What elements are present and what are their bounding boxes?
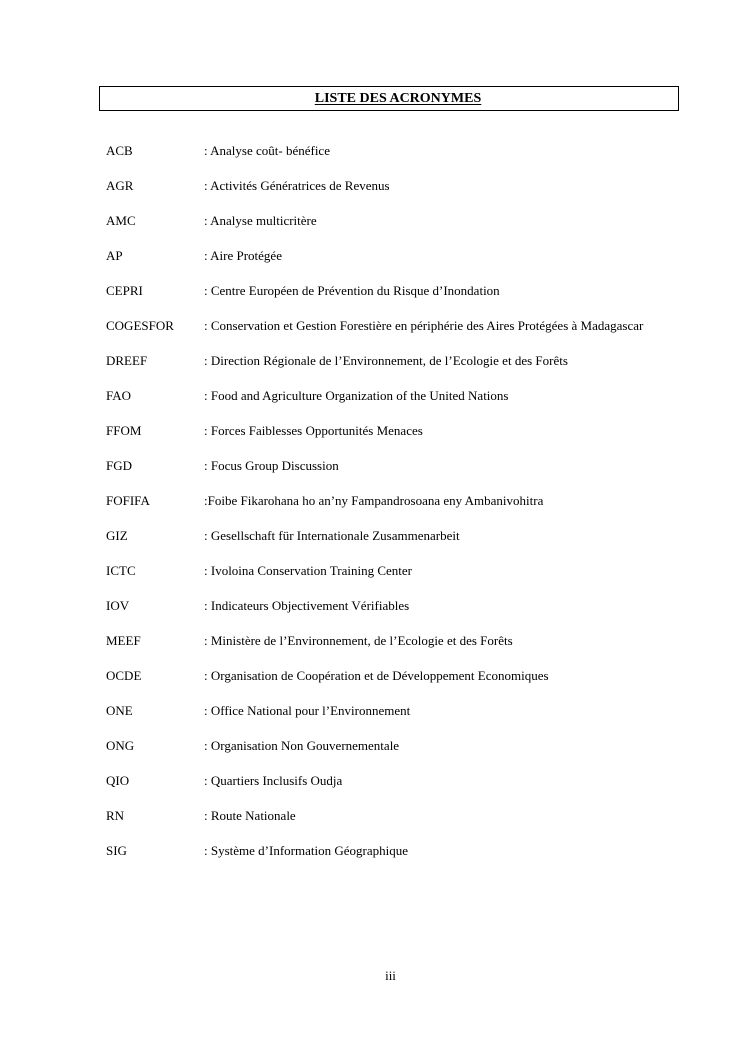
- acronym-definition: : Direction Régionale de l’Environnement, de l’Ecologie et des Forêts: [204, 353, 568, 368]
- acronym-definition: : Ministère de l’Environnement, de l’Ecologie et des Forêts: [204, 633, 513, 648]
- acronym-code: COGESFOR: [106, 318, 174, 333]
- acronym-code: ONE: [106, 703, 133, 718]
- acronym-row: [106, 352, 726, 387]
- acronym-code: FGD: [106, 458, 133, 473]
- page-title: LISTE DES ACRONYMES: [314, 90, 482, 106]
- acronym-definition: : Ivoloina Conservation Training Center: [204, 563, 412, 578]
- acronym-code: FAO: [106, 388, 132, 403]
- acronym-code: SIG: [106, 843, 127, 858]
- acronym-definition: : Food and Agriculture Organization of the United Nations: [204, 388, 509, 403]
- acronym-definition: : Route Nationale: [204, 808, 296, 823]
- acronym-definition: : Analyse multicritère: [204, 213, 317, 228]
- acronym-definition: : Gesellschaft für Internationale Zusammenarbeit: [204, 528, 460, 543]
- acronym-definition: : Forces Faiblesses Opportunités Menaces: [204, 423, 423, 438]
- acronym-code: AP: [106, 248, 123, 263]
- acronym-definition: :Foibe Fikarohana ho an’ny Fampandrosoana eny Ambanivohitra: [204, 493, 544, 508]
- acronym-row: [106, 667, 726, 702]
- acronym-row: [106, 457, 726, 492]
- acronym-row: [106, 212, 726, 247]
- acronym-code: DREEF: [106, 353, 148, 368]
- acronym-row: [106, 317, 726, 352]
- title-box: [99, 86, 679, 111]
- acronym-definition: : Conservation et Gestion Forestière en périphérie des Aires Protégées à Madagascar: [204, 318, 644, 333]
- acronym-code: ICTC: [106, 563, 136, 578]
- acronym-row: [106, 492, 726, 527]
- acronym-code: AMC: [106, 213, 136, 228]
- acronym-code: CEPRI: [106, 283, 143, 298]
- acronym-definition: : Analyse coût- bénéfice: [204, 143, 330, 158]
- acronym-definition: : Indicateurs Objectivement Vérifiables: [204, 598, 410, 613]
- acronym-row: [106, 142, 726, 177]
- acronym-row: [106, 282, 726, 317]
- acronym-definition: : Aire Protégée: [204, 248, 282, 263]
- page-number: iii: [385, 968, 396, 983]
- acronym-code: ACB: [106, 143, 133, 158]
- acronym-definition: : Office National pour l’Environnement: [204, 703, 411, 718]
- acronym-row: [106, 177, 726, 212]
- acronym-row: [106, 562, 726, 597]
- acronym-definition: : Organisation de Coopération et de Développement Economiques: [204, 668, 549, 683]
- acronym-row: [106, 527, 726, 562]
- acronym-code: ONG: [106, 738, 135, 753]
- acronym-code: GIZ: [106, 528, 128, 543]
- acronym-code: MEEF: [106, 633, 141, 648]
- acronym-code: QIO: [106, 773, 130, 788]
- acronym-definition: : Système d’Information Géographique: [204, 843, 408, 858]
- acronym-definition: : Organisation Non Gouvernementale: [204, 738, 400, 753]
- acronym-row: [106, 387, 726, 422]
- acronym-list: [106, 142, 726, 877]
- acronym-row: [106, 737, 726, 772]
- acronym-code: AGR: [106, 178, 134, 193]
- acronym-code: IOV: [106, 598, 130, 613]
- acronym-row: [106, 422, 726, 457]
- acronym-row: [106, 842, 726, 877]
- acronym-definition: : Activités Génératrices de Revenus: [204, 178, 390, 193]
- acronym-definition: : Centre Européen de Prévention du Risque d’Inondation: [204, 283, 500, 298]
- acronym-definition: : Quartiers Inclusifs Oudja: [204, 773, 343, 788]
- acronym-row: [106, 772, 726, 807]
- acronym-code: OCDE: [106, 668, 142, 683]
- acronym-row: [106, 597, 726, 632]
- acronym-code: RN: [106, 808, 125, 823]
- acronym-row: [106, 632, 726, 667]
- acronym-code: FOFIFA: [106, 493, 150, 508]
- acronym-code: FFOM: [106, 423, 142, 438]
- acronym-definition: : Focus Group Discussion: [204, 458, 339, 473]
- acronym-row: [106, 702, 726, 737]
- acronym-row: [106, 247, 726, 282]
- acronym-row: [106, 807, 726, 842]
